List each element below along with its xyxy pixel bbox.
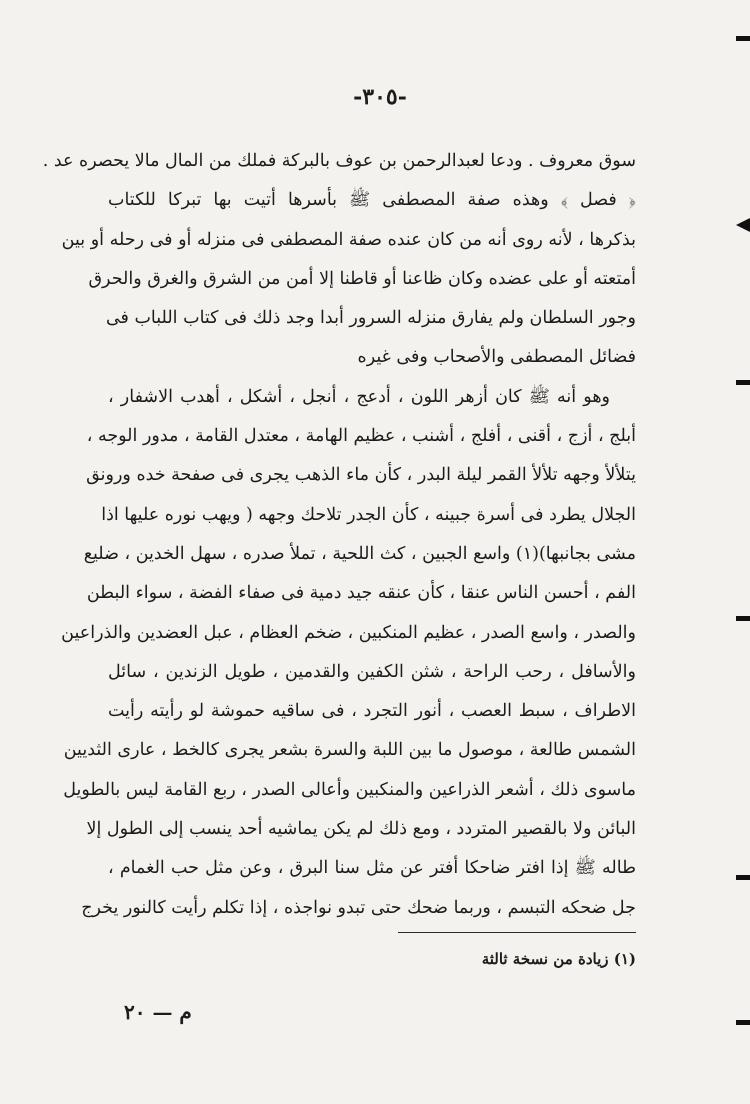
- body-text: [42, 142, 636, 928]
- text-line: البائن ولا بالقصير المتردد ، ومع ذلك لم يكن يماشيه أحد ينسب إلى الطول إلا: [86, 819, 636, 840]
- page-number: -٣٠٥-: [353, 84, 407, 110]
- text-line: مشى بجانبها)(١) واسع الجبين ، كث اللحية ، تملأ صدره ، سهل الخدين ، ضليع: [83, 543, 636, 564]
- text-line: طاله ﷺ إذا افتر ضاحكا أفتر عن مثل سنا البرق ، وعن مثل حب الغمام ،: [108, 858, 636, 879]
- edge-mark: [736, 616, 750, 621]
- text-line: ﴿ فصل ﴾ وهذه صفة المصطفى ﷺ بأسرها أتيت بها تبركا للكتاب: [108, 190, 636, 211]
- text-line: أبلج ، أزج ، أقنى ، أفلج ، أشنب ، عظيم الهامة ، معتدل القامة ، مدور الوجه ،: [86, 426, 636, 447]
- text-line: وجور السلطان ولم يفارق منزله السرور أبدا وجد ذلك فى كتاب اللباب فى: [105, 308, 636, 329]
- text-line: وهو أنه ﷺ كان أزهر اللون ، أدعج ، أنجل ، أشكل ، أهدب الاشفار ،: [108, 386, 610, 407]
- text-line: الشمس طالعة ، موصول ما بين اللبة والسرة بشعر يجرى كالخط ، عارى الثديين: [63, 740, 636, 761]
- edge-mark: [736, 875, 750, 880]
- text-line: يتلألأ وجهه تلألأ القمر ليلة البدر ، كأن ماء الذهب يجرى فى صفحة خده ورونق: [86, 465, 636, 486]
- text-line: والصدر ، واسع الصدر ، عظيم المنكبين ، ضخم العظام ، عبل العضدين والذراعين: [61, 622, 636, 643]
- text-line: جل ضحكه التبسم ، وربما ضحك حتى تبدو نواجذه ، إذا تكلم رأيت كالنور يخرج: [81, 897, 636, 918]
- text-line: فضائل المصطفى والأصحاب وفى غيره: [357, 347, 636, 368]
- edge-mark: [736, 1020, 750, 1025]
- text-line: الفم ، أحسن الناس عنقا ، كأن عنقه جيد دمية فى صفاء الفضة ، سواء البطن: [86, 583, 636, 604]
- text-line: الجلال يطرد فى أسرة جبينه ، كأن الجدر تلاحك وجهه ( ويهب نوره عليها اذا: [101, 504, 636, 525]
- text-line: والأسافل ، رحب الراحة ، شثن الكفين والقدمين ، طويل الزندين ، سائل: [108, 661, 636, 682]
- text-line: أمتعته أو على عضده وكان ظاعنا أو قاطنا إلا أمن من الشرق والغرق والحرق: [88, 268, 636, 289]
- text-line: سوق معروف . ودعا لعبدالرحمن بن عوف بالبركة فملك من المال مالا يحصره عد .: [42, 151, 636, 171]
- signature-mark: م — ٢٠: [124, 1000, 192, 1024]
- text-line: بذكرها ، لأنه روى أنه من كان عنده صفة المصطفى فى منزله أو فى رحله أو بين: [61, 229, 636, 250]
- footnote: (١) زيادة من نسخة ثالثة: [481, 950, 636, 968]
- text-line: الاطراف ، سبط العصب ، أنور التجرد ، فى ساقيه حموشة لو رأيته رأيت: [108, 701, 636, 722]
- footnote-divider: [398, 932, 636, 933]
- text-line: ماسوى ذلك ، أشعر الذراعين والمنكبين وأعالى الصدر ، ربع القامة ليس بالطويل: [63, 779, 636, 800]
- edge-mark: [736, 218, 750, 232]
- edge-mark: [736, 36, 750, 41]
- edge-mark: [736, 380, 750, 385]
